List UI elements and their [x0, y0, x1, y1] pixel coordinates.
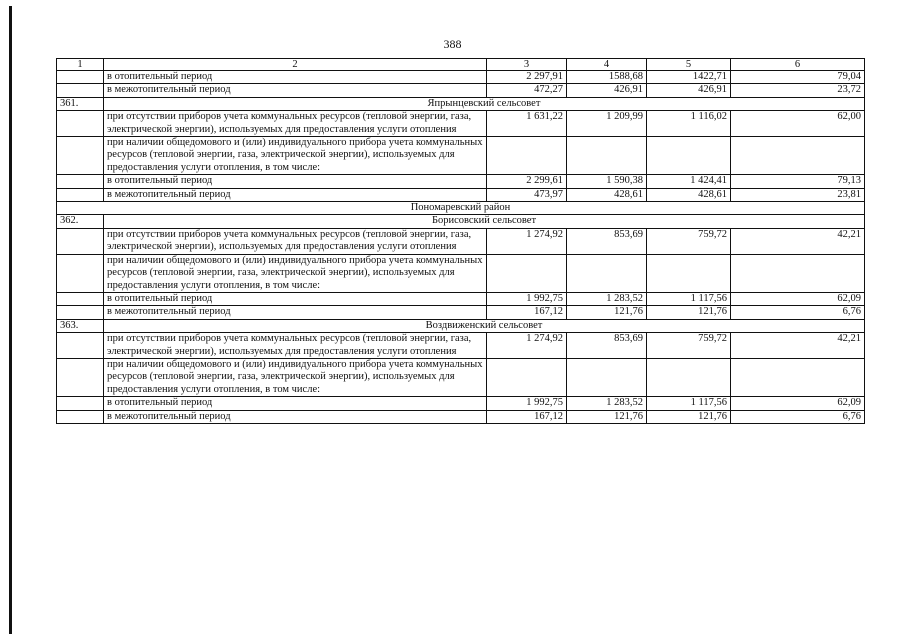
- value-cell-c4: 1 283,52: [567, 397, 647, 410]
- value-cell-c6: [731, 254, 865, 292]
- value-cell-c4: 1 209,99: [567, 111, 647, 137]
- value-cell-c4: 1588,68: [567, 71, 647, 84]
- row-number-cell: [57, 111, 104, 137]
- value-cell-c3: 2 299,61: [487, 175, 567, 188]
- value-cell-c6: 23,81: [731, 188, 865, 201]
- section-number: 362.: [57, 215, 104, 228]
- table-row: [57, 71, 865, 84]
- value-cell-c6: 23,72: [731, 84, 865, 97]
- row-label: при отсутствии приборов учета коммунальных ресурсов (тепловой энергии, газа, электрической энергии), используемых для предоставления услуги отопления: [104, 228, 487, 254]
- page-number: 388: [443, 37, 462, 51]
- value-cell-c4: 1 283,52: [567, 292, 647, 305]
- row-number-cell: [57, 71, 104, 84]
- value-cell-c6: 62,09: [731, 292, 865, 305]
- row-number-cell: [57, 410, 104, 423]
- value-cell-c4: 853,69: [567, 333, 647, 359]
- row-number-cell: [57, 228, 104, 254]
- value-cell-c4: [567, 137, 647, 175]
- row-label: в отопительный период: [104, 71, 487, 84]
- table-row: [57, 137, 865, 175]
- table-row: [57, 292, 865, 305]
- value-cell-c6: 42,21: [731, 228, 865, 254]
- value-cell-c6: [731, 358, 865, 396]
- header-cell: 1: [57, 59, 104, 71]
- section-title: Япрынцевский сельсовет: [104, 97, 865, 110]
- value-cell-c4: [567, 358, 647, 396]
- value-cell-c6: 6,76: [731, 410, 865, 423]
- header-cell: 4: [567, 59, 647, 71]
- value-cell-c3: 473,97: [487, 188, 567, 201]
- row-number-cell: [57, 137, 104, 175]
- table-row: [57, 228, 865, 254]
- value-cell-c3: 1 274,92: [487, 228, 567, 254]
- table-row: [57, 333, 865, 359]
- value-cell-c5: 1 116,02: [647, 111, 731, 137]
- row-label: в межотопительный период: [104, 306, 487, 319]
- section-number: 363.: [57, 319, 104, 332]
- value-cell-c3: 167,12: [487, 306, 567, 319]
- value-cell-c5: [647, 358, 731, 396]
- district-title: Пономаревский район: [57, 202, 865, 215]
- value-cell-c5: 1 117,56: [647, 397, 731, 410]
- value-cell-c3: 1 274,92: [487, 333, 567, 359]
- value-cell-c6: 6,76: [731, 306, 865, 319]
- value-cell-c5: 1422,71: [647, 71, 731, 84]
- section-title: Борисовский сельсовет: [104, 215, 865, 228]
- row-number-cell: [57, 333, 104, 359]
- value-cell-c5: 121,76: [647, 306, 731, 319]
- row-number-cell: [57, 188, 104, 201]
- tariff-table: [56, 58, 865, 424]
- row-label: при наличии общедомового и (или) индивидуального прибора учета коммунальных ресурсов (тепловой энергии, газа, электрической энергии), используемых для предоставления услуги отопления, в том числе:: [104, 254, 487, 292]
- row-label: при отсутствии приборов учета коммунальных ресурсов (тепловой энергии, газа, электрической энергии), используемых для предоставления услуги отопления: [104, 333, 487, 359]
- value-cell-c3: 472,27: [487, 84, 567, 97]
- header-cell: 6: [731, 59, 865, 71]
- table-row: [57, 410, 865, 423]
- value-cell-c4: 428,61: [567, 188, 647, 201]
- row-number-cell: [57, 292, 104, 305]
- value-cell-c5: 426,91: [647, 84, 731, 97]
- value-cell-c5: 759,72: [647, 333, 731, 359]
- header-cell: 3: [487, 59, 567, 71]
- header-cell: 5: [647, 59, 731, 71]
- row-label: в межотопительный период: [104, 188, 487, 201]
- value-cell-c3: [487, 137, 567, 175]
- value-cell-c6: [731, 137, 865, 175]
- value-cell-c5: 759,72: [647, 228, 731, 254]
- row-label: в отопительный период: [104, 292, 487, 305]
- value-cell-c3: [487, 358, 567, 396]
- row-number-cell: [57, 175, 104, 188]
- value-cell-c5: 428,61: [647, 188, 731, 201]
- row-label: при наличии общедомового и (или) индивидуального прибора учета коммунальных ресурсов (тепловой энергии, газа, электрической энергии), используемых для предоставления услуги отопления, в том числе:: [104, 137, 487, 175]
- row-label: в отопительный период: [104, 175, 487, 188]
- section-row: [57, 215, 865, 228]
- value-cell-c3: 167,12: [487, 410, 567, 423]
- row-label: при отсутствии приборов учета коммунальных ресурсов (тепловой энергии, газа, электрической энергии), используемых для предоставления услуги отопления: [104, 111, 487, 137]
- section-number: 361.: [57, 97, 104, 110]
- value-cell-c6: 62,09: [731, 397, 865, 410]
- value-cell-c5: [647, 254, 731, 292]
- value-cell-c4: 426,91: [567, 84, 647, 97]
- row-number-cell: [57, 397, 104, 410]
- table-row: [57, 306, 865, 319]
- header-cell: 2: [104, 59, 487, 71]
- row-number-cell: [57, 358, 104, 396]
- value-cell-c6: 62,00: [731, 111, 865, 137]
- row-label: в межотопительный период: [104, 410, 487, 423]
- section-title: Воздвиженский сельсовет: [104, 319, 865, 332]
- value-cell-c4: 121,76: [567, 306, 647, 319]
- table-row: [57, 358, 865, 396]
- value-cell-c3: [487, 254, 567, 292]
- table-row: [57, 84, 865, 97]
- row-number-cell: [57, 254, 104, 292]
- row-number-cell: [57, 84, 104, 97]
- value-cell-c3: 1 992,75: [487, 397, 567, 410]
- district-row: [57, 202, 865, 215]
- value-cell-c3: 1 631,22: [487, 111, 567, 137]
- table-row: [57, 397, 865, 410]
- value-cell-c5: [647, 137, 731, 175]
- value-cell-c3: 1 992,75: [487, 292, 567, 305]
- table-row: [57, 188, 865, 201]
- section-row: [57, 97, 865, 110]
- row-number-cell: [57, 306, 104, 319]
- page-edge-bar: [9, 6, 12, 634]
- row-label: в межотопительный период: [104, 84, 487, 97]
- value-cell-c3: 2 297,91: [487, 71, 567, 84]
- value-cell-c4: 853,69: [567, 228, 647, 254]
- value-cell-c6: 79,13: [731, 175, 865, 188]
- value-cell-c6: 79,04: [731, 71, 865, 84]
- value-cell-c4: 121,76: [567, 410, 647, 423]
- value-cell-c5: 1 424,41: [647, 175, 731, 188]
- table-row: [57, 175, 865, 188]
- value-cell-c5: 1 117,56: [647, 292, 731, 305]
- header-row: [57, 59, 865, 71]
- table-row: [57, 111, 865, 137]
- table-row: [57, 254, 865, 292]
- value-cell-c4: 1 590,38: [567, 175, 647, 188]
- section-row: [57, 319, 865, 332]
- row-label: в отопительный период: [104, 397, 487, 410]
- row-label: при наличии общедомового и (или) индивидуального прибора учета коммунальных ресурсов (тепловой энергии, газа, электрической энергии), используемых для предоставления услуги отопления, в том числе:: [104, 358, 487, 396]
- value-cell-c6: 42,21: [731, 333, 865, 359]
- value-cell-c5: 121,76: [647, 410, 731, 423]
- value-cell-c4: [567, 254, 647, 292]
